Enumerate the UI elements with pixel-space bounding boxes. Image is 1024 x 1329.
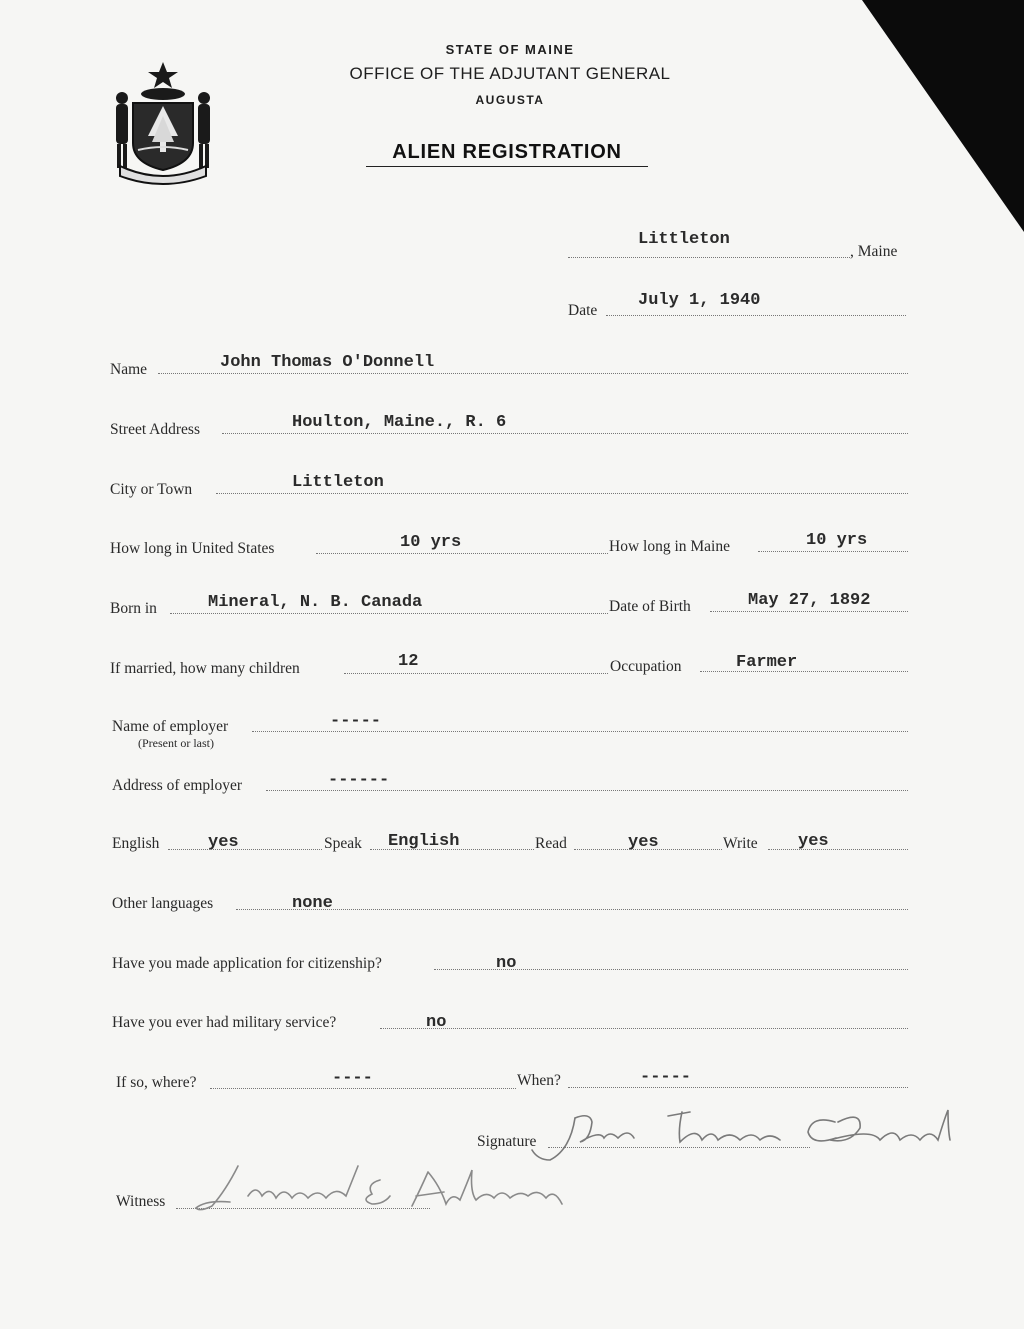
city-or-town-value: Littleton (292, 473, 384, 492)
children-value: 12 (398, 652, 419, 671)
born-in-label: Born in (110, 600, 157, 617)
city-or-town-label: City or Town (110, 481, 193, 498)
form-title: ALIEN REGISTRATION (366, 141, 648, 167)
read-label: Read (535, 835, 567, 852)
when-value: ----- (640, 1068, 692, 1087)
citizenship-label: Have you made application for citizenship? (112, 955, 382, 972)
english-label: English (112, 835, 160, 852)
employer-address-value: ------ (328, 771, 390, 790)
date-of-birth-label: Date of Birth (609, 598, 691, 615)
military-value: no (426, 1013, 447, 1032)
write-label: Write (723, 835, 758, 852)
write-value: yes (798, 832, 829, 851)
how-long-us-label: How long in United States (110, 540, 275, 557)
how-long-us-value: 10 yrs (400, 533, 462, 552)
military-label: Have you ever had military service? (112, 1014, 337, 1031)
how-long-maine-label: How long in Maine (609, 538, 730, 555)
citizenship-value: no (496, 954, 517, 973)
date-of-birth-value: May 27, 1892 (748, 591, 871, 610)
other-languages-label: Other languages (112, 895, 214, 912)
town-value: Littleton (638, 230, 730, 249)
speak-label: Speak (324, 835, 362, 852)
header-state: STATE OF MAINE (445, 42, 575, 57)
other-languages-value: none (292, 894, 333, 913)
employer-name-label: Name of employer (112, 718, 229, 735)
street-address-value: Houlton, Maine., R. 6 (292, 413, 507, 432)
name-label: Name (110, 361, 148, 378)
read-value: yes (628, 833, 659, 852)
street-address-label: Street Address (110, 421, 200, 438)
born-in-value: Mineral, N. B. Canada (208, 593, 423, 612)
header-office: OFFICE OF THE ADJUTANT GENERAL (349, 64, 671, 83)
employer-note: (Present or last) (138, 736, 214, 750)
maine-label: , Maine (850, 243, 898, 260)
name-value: John Thomas O'Donnell (220, 353, 435, 372)
employer-name-value: ----- (330, 712, 382, 731)
witness-label: Witness (116, 1193, 166, 1210)
english-value: yes (208, 833, 239, 852)
when-label: When? (517, 1072, 561, 1089)
date-label: Date (568, 302, 598, 319)
speak-value: English (388, 832, 460, 851)
children-label: If married, how many children (110, 660, 300, 677)
signature-label: Signature (477, 1133, 537, 1150)
occupation-label: Occupation (610, 658, 682, 675)
where-value: ---- (332, 1069, 373, 1088)
where-label: If so, where? (116, 1074, 197, 1091)
date-value: July 1, 1940 (638, 291, 761, 310)
employer-address-label: Address of employer (112, 777, 242, 794)
occupation-value: Farmer (736, 653, 798, 672)
header-city: AUGUSTA (475, 93, 545, 107)
how-long-maine-value: 10 yrs (806, 531, 868, 550)
